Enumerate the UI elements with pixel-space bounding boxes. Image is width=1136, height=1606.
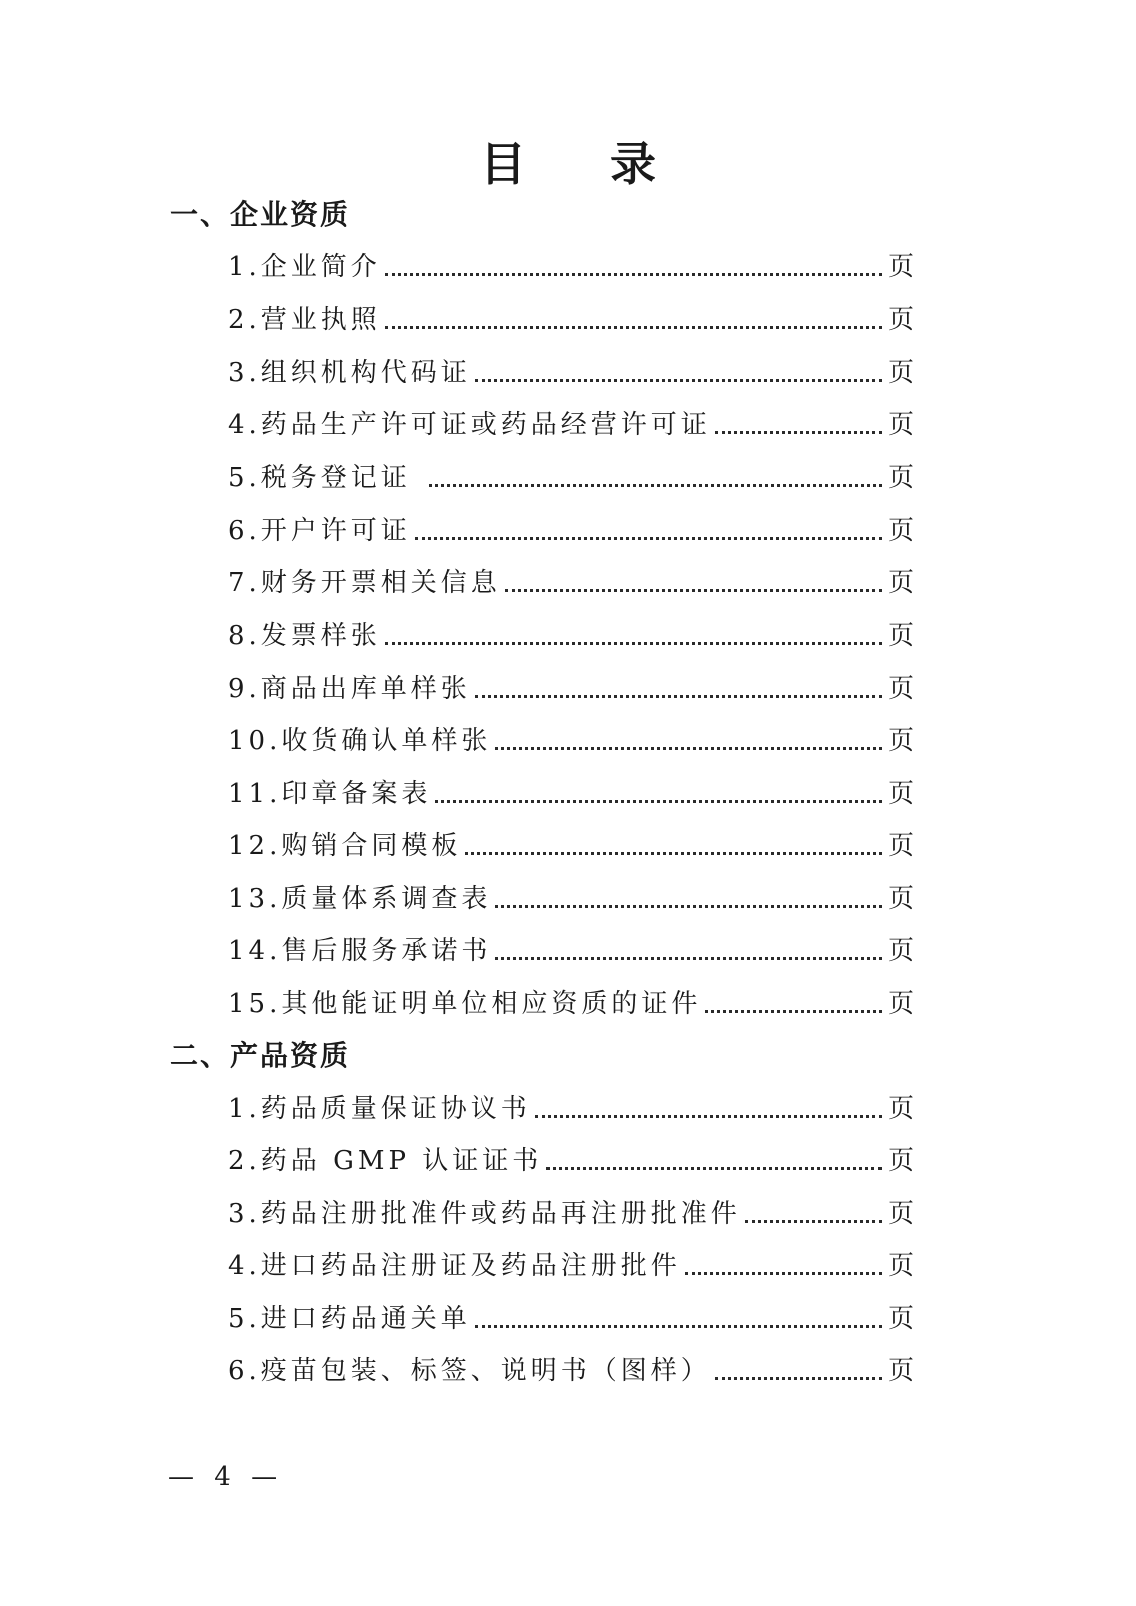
toc-entry-label: 2.营业执照 bbox=[228, 305, 381, 335]
toc-entry[interactable] bbox=[228, 612, 914, 652]
toc-entry[interactable] bbox=[228, 1295, 914, 1335]
toc-entry-page: 页 bbox=[887, 358, 914, 388]
toc-entry-page: 页 bbox=[887, 726, 914, 756]
dot-leader bbox=[715, 431, 882, 434]
dot-leader bbox=[495, 957, 882, 960]
toc-entry-label: 6.疫苗包装、标签、说明书（图样） bbox=[228, 1356, 711, 1386]
toc-entry-label: 7.财务开票相关信息 bbox=[228, 568, 501, 598]
toc-entry[interactable] bbox=[228, 243, 914, 283]
dot-leader bbox=[475, 1325, 882, 1328]
toc-entry-page: 页 bbox=[887, 779, 914, 809]
toc-entry-label: 4.药品生产许可证或药品经营许可证 bbox=[228, 410, 711, 440]
toc-entry[interactable] bbox=[228, 770, 914, 810]
toc-entry-page: 页 bbox=[887, 1251, 914, 1281]
toc-entry-label: 11.印章备案表 bbox=[228, 779, 432, 809]
dot-leader bbox=[475, 695, 882, 698]
toc-entry-label: 8.发票样张 bbox=[228, 621, 381, 651]
dot-leader bbox=[715, 1377, 882, 1380]
dot-leader bbox=[475, 379, 882, 382]
toc-entry-label: 6.开户许可证 bbox=[228, 516, 411, 546]
toc-entry-page: 页 bbox=[887, 674, 914, 704]
toc-entry[interactable] bbox=[228, 927, 914, 967]
toc-entry[interactable] bbox=[228, 717, 914, 757]
toc-entry-label: 4.进口药品注册证及药品注册批件 bbox=[228, 1251, 681, 1281]
toc-entry-label: 14.售后服务承诺书 bbox=[228, 936, 492, 966]
toc-entry-page: 页 bbox=[887, 305, 914, 335]
toc-entry-page: 页 bbox=[887, 621, 914, 651]
toc-entry-page: 页 bbox=[887, 831, 914, 861]
toc-entry[interactable] bbox=[228, 875, 914, 915]
toc-entry-page: 页 bbox=[887, 1356, 914, 1386]
toc-entry[interactable] bbox=[228, 349, 914, 389]
toc-entry[interactable] bbox=[228, 1190, 914, 1230]
toc-entry-label: 3.组织机构代码证 bbox=[228, 358, 471, 388]
page-title: 目 录 bbox=[479, 137, 690, 191]
toc-entry-label: 9.商品出库单样张 bbox=[228, 674, 471, 704]
toc-entry-label: 1.药品质量保证协议书 bbox=[228, 1094, 531, 1124]
toc-entry-page: 页 bbox=[887, 1199, 914, 1229]
toc-entry-label: 5.税务登记证 bbox=[228, 463, 411, 493]
dot-leader bbox=[465, 852, 882, 855]
section-heading-enterprise: 一、企业资质 bbox=[170, 198, 351, 231]
dot-leader bbox=[385, 273, 882, 276]
toc-entry[interactable] bbox=[228, 1137, 914, 1177]
toc-entry-page: 页 bbox=[887, 463, 914, 493]
toc-entry[interactable] bbox=[228, 665, 914, 705]
toc-entry-label: 15.其他能证明单位相应资质的证件 bbox=[228, 989, 702, 1019]
toc-entry[interactable] bbox=[228, 1242, 914, 1282]
dot-leader bbox=[685, 1272, 882, 1275]
toc-entry-page: 页 bbox=[887, 568, 914, 598]
toc-entry-label: 10.收货确认单样张 bbox=[228, 726, 492, 756]
toc-entry-page: 页 bbox=[887, 884, 914, 914]
dot-leader bbox=[415, 537, 882, 540]
toc-entry[interactable] bbox=[228, 559, 914, 599]
dot-leader bbox=[705, 1010, 882, 1013]
toc-entry-page: 页 bbox=[887, 1146, 914, 1176]
dot-leader bbox=[385, 642, 882, 645]
toc-entry-page: 页 bbox=[887, 410, 914, 440]
toc-entry[interactable] bbox=[228, 296, 914, 336]
dot-leader bbox=[546, 1167, 882, 1170]
section-heading-product: 二、产品资质 bbox=[170, 1039, 351, 1072]
toc-entry-page: 页 bbox=[887, 1304, 914, 1334]
toc-entry-page: 页 bbox=[887, 252, 914, 282]
toc-entry-label: 12.购销合同模板 bbox=[228, 831, 462, 861]
toc-entry-label: 1.企业简介 bbox=[228, 252, 381, 282]
dot-leader bbox=[495, 747, 882, 750]
toc-entry[interactable] bbox=[228, 454, 914, 494]
dot-leader bbox=[429, 484, 882, 487]
dot-leader bbox=[495, 905, 882, 908]
toc-entry[interactable] bbox=[228, 1347, 914, 1387]
toc-entry-label: 13.质量体系调查表 bbox=[228, 884, 492, 914]
dot-leader bbox=[745, 1220, 882, 1223]
dot-leader bbox=[435, 800, 882, 803]
toc-entry[interactable] bbox=[228, 822, 914, 862]
toc-entry-label: 3.药品注册批准件或药品再注册批准件 bbox=[228, 1199, 741, 1229]
toc-entry[interactable] bbox=[228, 1085, 914, 1125]
dot-leader bbox=[535, 1115, 882, 1118]
toc-entry-page: 页 bbox=[887, 516, 914, 546]
dot-leader bbox=[505, 589, 882, 592]
dot-leader bbox=[385, 326, 882, 329]
toc-entry-page: 页 bbox=[887, 1094, 914, 1124]
toc-entry[interactable] bbox=[228, 507, 914, 547]
page-number: — 4 — bbox=[168, 1462, 284, 1492]
toc-entry-label: 5.进口药品通关单 bbox=[228, 1304, 471, 1334]
toc-entry-label: 2.药品 GMP 认证证书 bbox=[228, 1146, 543, 1176]
toc-entry[interactable] bbox=[228, 980, 914, 1020]
toc-entry-page: 页 bbox=[887, 936, 914, 966]
toc-entry[interactable] bbox=[228, 401, 914, 441]
toc-entry-page: 页 bbox=[887, 989, 914, 1019]
